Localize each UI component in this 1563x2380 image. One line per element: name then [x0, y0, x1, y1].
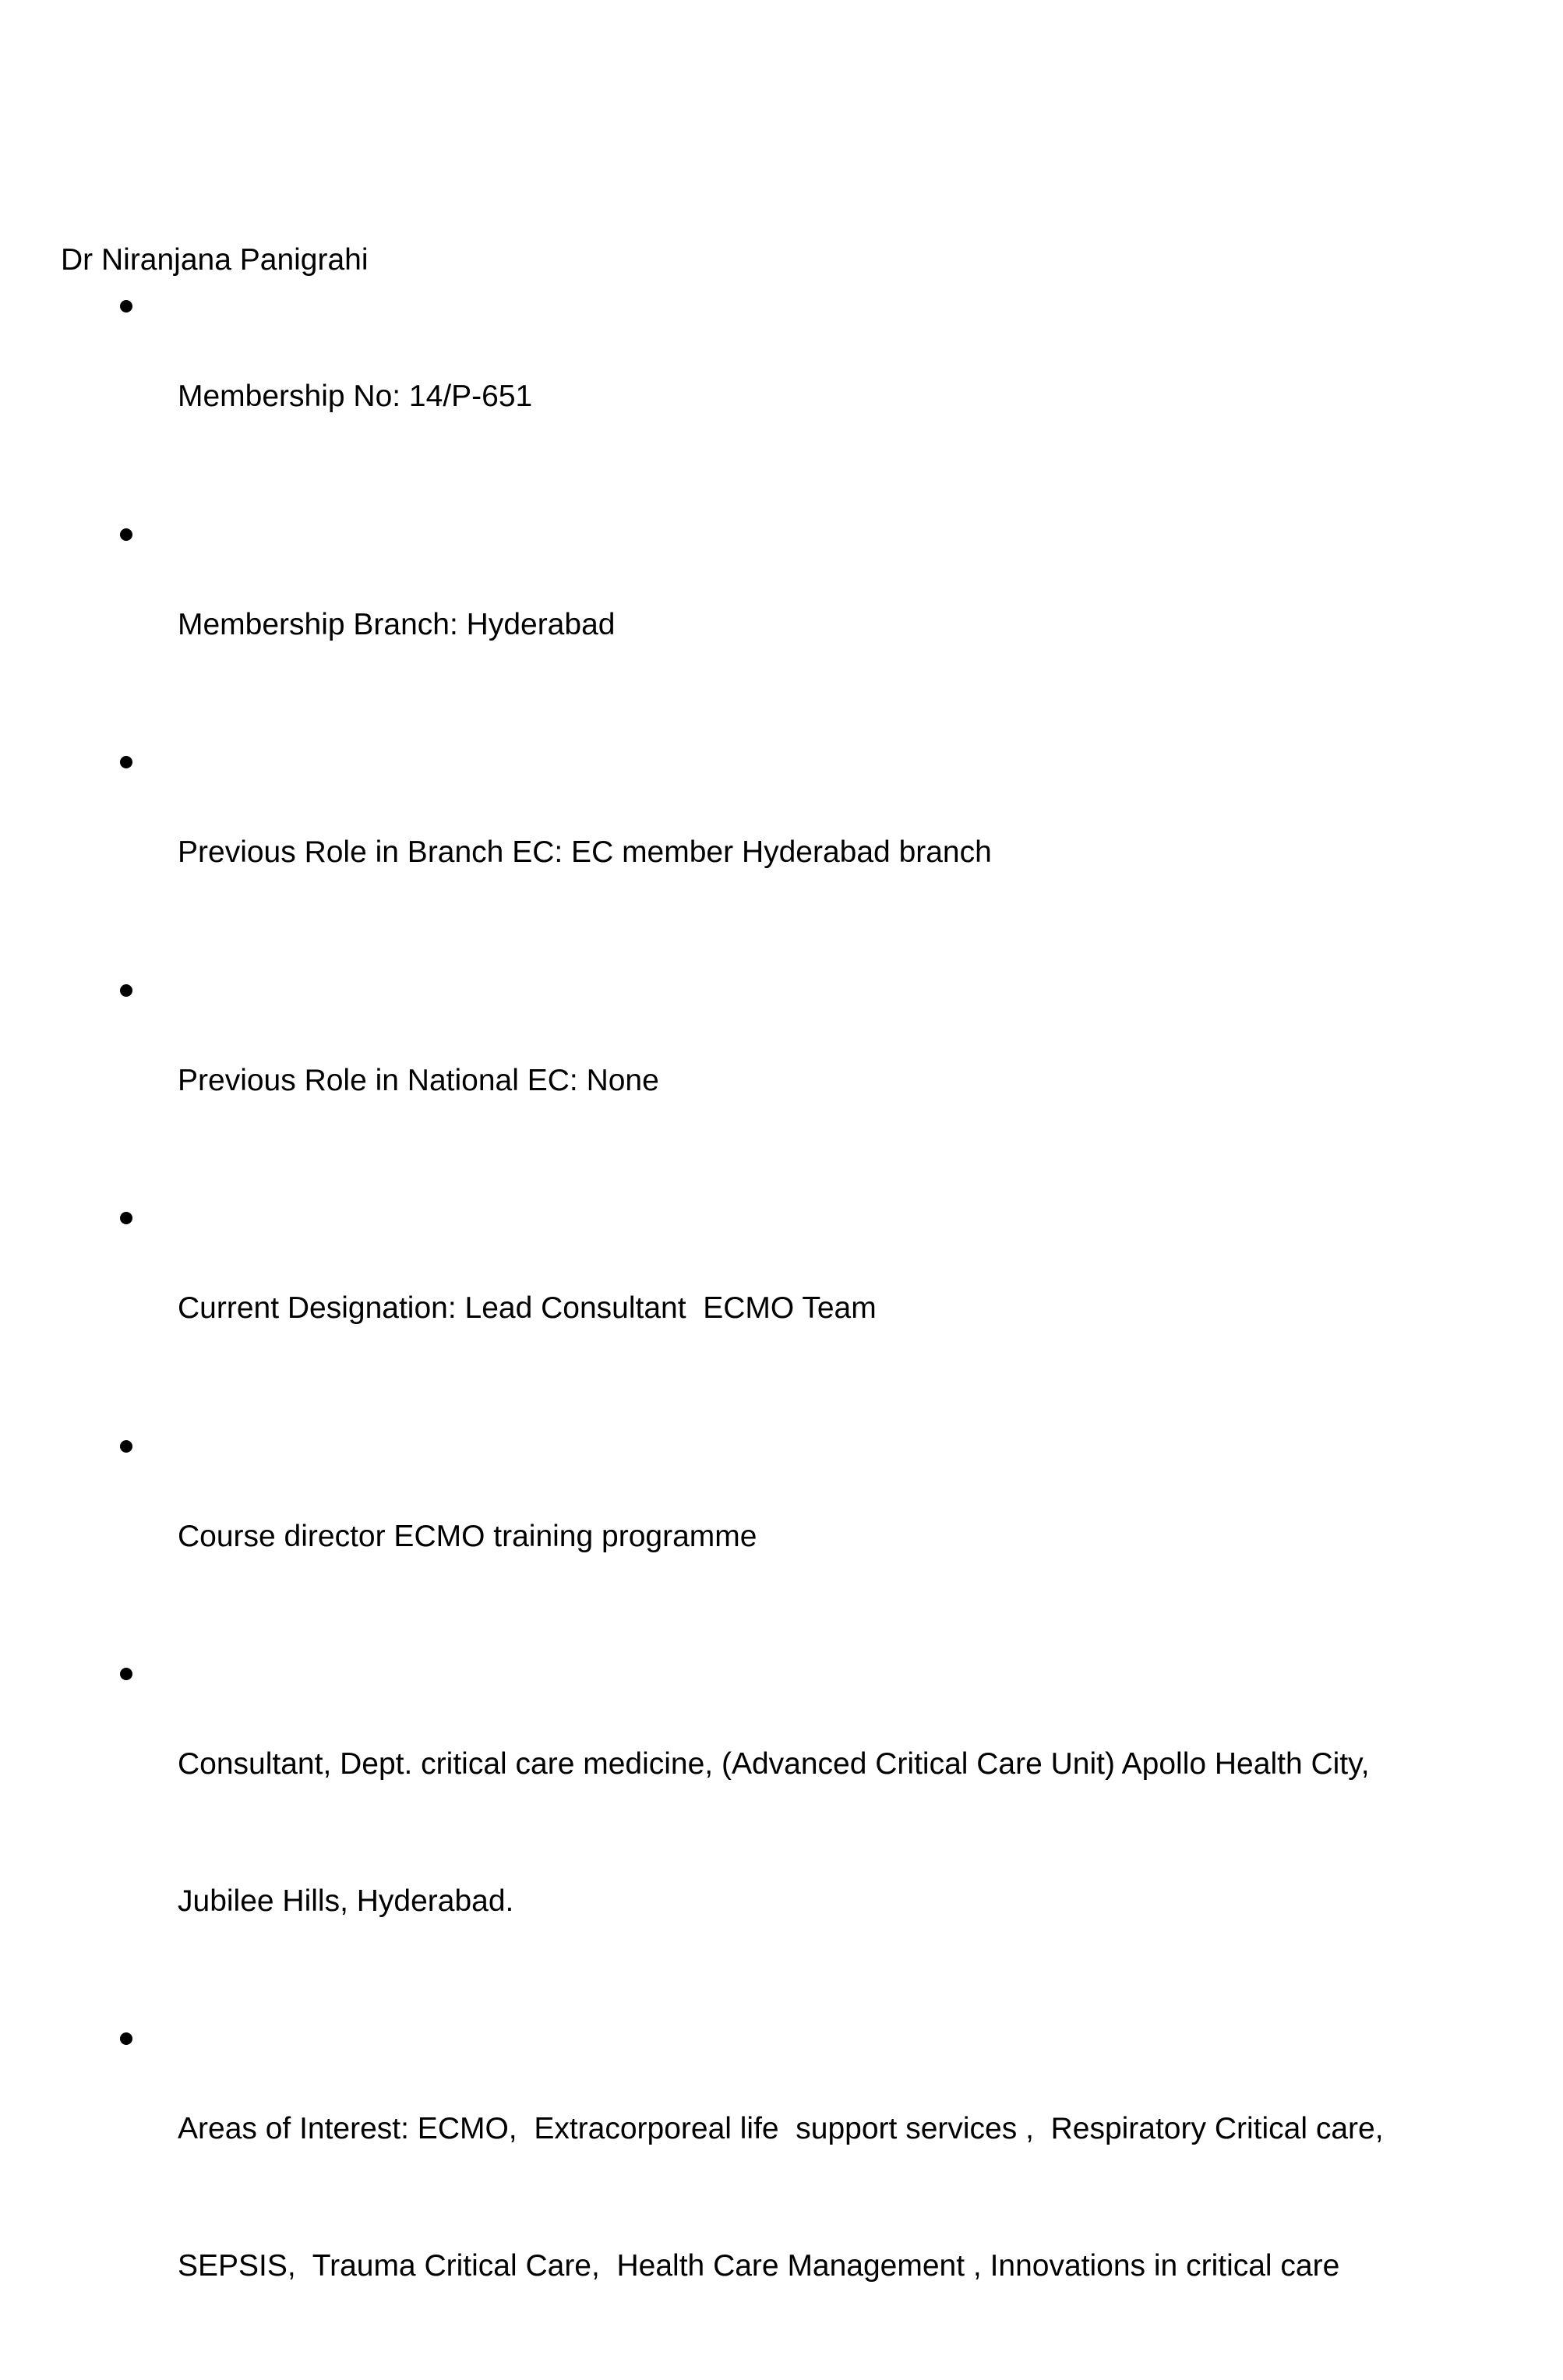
list-item: [61, 283, 1526, 511]
list-item-text: [178, 967, 1526, 1195]
list-item: [61, 1423, 1526, 1651]
list-item-text: [178, 1195, 1526, 1423]
list-item-text: [178, 283, 1526, 511]
bullet-icon: [120, 1440, 132, 1453]
line: Membership No: 14/P-651: [178, 380, 533, 413]
list-item: [61, 1651, 1526, 2015]
line: Previous Role in National EC: None: [178, 1063, 659, 1097]
line: Areas of Interest: ECMO, Extracorporeal life support services , Respiratory Critical care,: [178, 2112, 1384, 2145]
line: Consultant, Dept. critical care medicine, (Advanced Critical Care Unit) Apollo Health City,: [178, 1747, 1370, 1781]
document-body: [61, 238, 1526, 2380]
list-item-text: [178, 2015, 1526, 2380]
line: Jubilee Hills, Hyderabad.: [178, 1884, 514, 1918]
bullet-icon: [120, 756, 132, 768]
bullet-icon: [120, 1212, 132, 1224]
list-item: [61, 967, 1526, 1195]
detail-list: [61, 283, 1526, 2380]
list-item-text: [178, 739, 1526, 967]
bullet-icon: [120, 528, 132, 541]
bullet-icon: [120, 984, 132, 997]
list-item: [61, 511, 1526, 740]
line: Current Designation: Lead Consultant ECMO Team: [178, 1291, 877, 1325]
line: Course director ECMO training programme: [178, 1519, 757, 1553]
line: SEPSIS, Trauma Critical Care, Health Care Management , Innovations in critical care: [178, 2248, 1340, 2283]
list-item: [61, 739, 1526, 967]
person-name: Dr Niranjana Panigrahi: [61, 243, 369, 277]
list-item-text: [178, 1651, 1526, 2015]
list-item: [61, 1195, 1526, 1423]
bullet-icon: [120, 2032, 132, 2045]
line: Membership Branch: Hyderabad: [178, 607, 616, 641]
line: Previous Role in Branch EC: EC member Hyderabad branch: [178, 835, 992, 869]
list-item: [61, 2015, 1526, 2380]
list-item-text: [178, 511, 1526, 740]
list-item-text: [178, 1423, 1526, 1651]
bullet-icon: [120, 1668, 132, 1680]
bullet-icon: [120, 300, 132, 313]
